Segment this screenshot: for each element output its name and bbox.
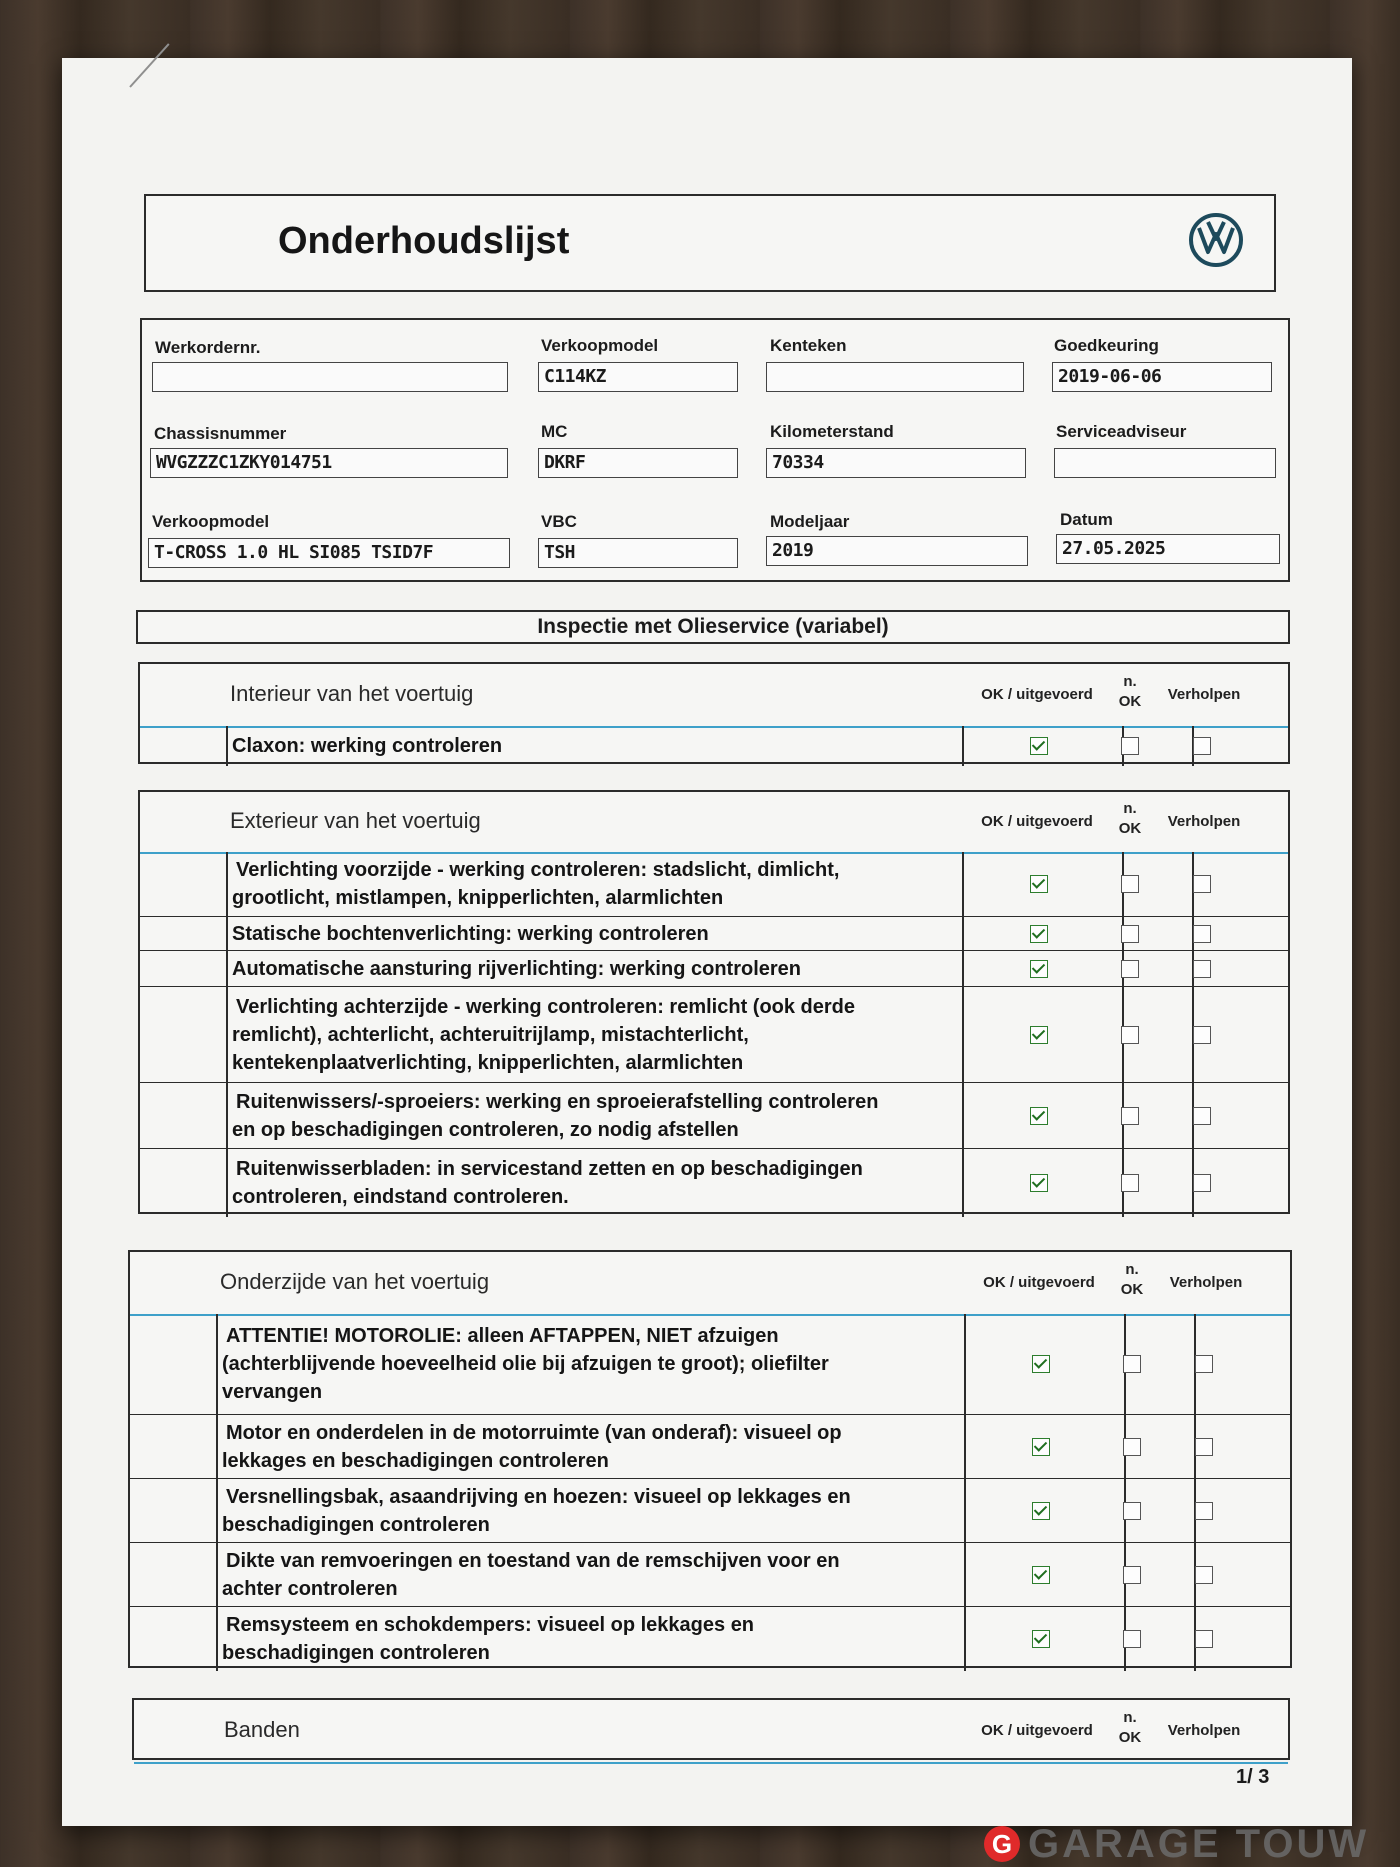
row-text-line: beschadigingen controleren — [222, 1514, 490, 1536]
column-fixed-header: Verholpen — [1167, 813, 1241, 830]
column-nok-header: OK — [1118, 1729, 1142, 1746]
kilometerstand-label: Kilometerstand — [770, 422, 894, 441]
column-divider — [226, 917, 228, 951]
column-fixed-header: Verholpen — [1169, 1274, 1243, 1291]
vw-logo-icon — [1188, 212, 1244, 268]
ok-checkbox[interactable] — [1030, 737, 1048, 755]
column-divider — [962, 917, 964, 951]
not-ok-checkbox[interactable] — [1121, 1174, 1139, 1192]
row-text-line: Automatische aansturing rijverlichting: werking controleren — [232, 958, 801, 980]
column-fixed-header: Verholpen — [1167, 1722, 1241, 1739]
column-divider — [226, 951, 228, 987]
table-row — [140, 1082, 1288, 1149]
column-divider — [226, 852, 228, 916]
serviceadviseur-field — [1054, 448, 1276, 478]
column-ok-header: OK / uitgevoerd — [981, 1722, 1093, 1739]
section-header — [134, 1700, 1288, 1764]
ok-checkbox[interactable] — [1030, 960, 1048, 978]
table-row — [140, 986, 1288, 1083]
fixed-checkbox[interactable] — [1193, 960, 1211, 978]
fixed-checkbox[interactable] — [1195, 1502, 1213, 1520]
ok-checkbox[interactable] — [1030, 875, 1048, 893]
datum-field: 27.05.2025 — [1056, 534, 1280, 564]
not-ok-checkbox[interactable] — [1121, 737, 1139, 755]
section-title: Banden — [224, 1717, 300, 1742]
column-divider — [964, 1479, 966, 1543]
column-nok-header: OK — [1118, 820, 1142, 837]
column-nok-header: OK — [1120, 1281, 1144, 1298]
watermark-text: GARAGE TOUW — [1028, 1821, 1370, 1866]
fixed-checkbox[interactable] — [1195, 1566, 1213, 1584]
page-number: 1/ 3 — [1236, 1766, 1270, 1788]
table-row — [130, 1478, 1290, 1543]
column-divider — [962, 1149, 964, 1217]
row-text-line: ATTENTIE! MOTOROLIE: alleen AFTAPPEN, NIET afzuigen — [226, 1325, 779, 1347]
verkoopmodel-code-field: C114KZ — [538, 362, 738, 392]
ok-checkbox[interactable] — [1030, 1174, 1048, 1192]
section-title: Onderzijde van het voertuig — [220, 1269, 490, 1294]
column-divider — [962, 726, 964, 766]
chassisnummer-field: WVGZZZC1ZKY014751 — [150, 448, 508, 478]
section-header — [130, 1252, 1290, 1316]
column-nok-header: OK — [1118, 693, 1142, 710]
column-n-header: n. — [1123, 800, 1137, 817]
not-ok-checkbox[interactable] — [1121, 1026, 1139, 1044]
row-text-line: Versnellingsbak, asaandrijving en hoezen: visueel op lekkages en — [226, 1486, 851, 1508]
goedkeuring-label: Goedkeuring — [1054, 336, 1159, 355]
row-text-line: (achterblijvende hoeveelheid olie bij afzuigen te groot); oliefilter — [222, 1353, 829, 1375]
row-text-line: controleren, eindstand controleren. — [232, 1186, 569, 1208]
mc-label: MC — [541, 422, 568, 441]
column-ok-header: OK / uitgevoerd — [983, 1274, 1095, 1291]
not-ok-checkbox[interactable] — [1123, 1566, 1141, 1584]
ok-checkbox[interactable] — [1030, 925, 1048, 943]
column-divider — [962, 951, 964, 987]
section-1 — [138, 662, 1290, 764]
fixed-checkbox[interactable] — [1195, 1355, 1213, 1373]
column-divider — [216, 1314, 218, 1414]
modeljaar-field: 2019 — [766, 536, 1028, 566]
table-row — [140, 726, 1288, 766]
datum-label: Datum — [1060, 510, 1113, 529]
section-header — [140, 792, 1288, 854]
row-text-line: Verlichting achterzijde - werking controleren: remlicht (ook derde — [236, 996, 856, 1018]
verkoopmodel-naam-field: T-CROSS 1.0 HL SI085 TSID7F — [148, 538, 510, 568]
fixed-checkbox[interactable] — [1193, 1026, 1211, 1044]
column-divider — [962, 1083, 964, 1149]
table-row — [130, 1606, 1290, 1671]
not-ok-checkbox[interactable] — [1123, 1438, 1141, 1456]
row-text-line: Statische bochtenverlichting: werking controleren — [232, 923, 709, 945]
ok-checkbox[interactable] — [1032, 1438, 1050, 1456]
column-fixed-header: Verholpen — [1167, 686, 1241, 703]
not-ok-checkbox[interactable] — [1121, 1107, 1139, 1125]
row-text-line: Remsysteem en schokdempers: visueel op lekkages en — [226, 1614, 755, 1636]
table-row — [130, 1542, 1290, 1607]
service-type-banner: Inspectie met Olieservice (variabel) — [136, 610, 1290, 644]
fixed-checkbox[interactable] — [1193, 1107, 1211, 1125]
fixed-checkbox[interactable] — [1193, 737, 1211, 755]
ok-checkbox[interactable] — [1032, 1355, 1050, 1373]
row-text-line: vervangen — [222, 1381, 323, 1403]
column-divider — [226, 726, 228, 766]
fixed-checkbox[interactable] — [1193, 925, 1211, 943]
fixed-checkbox[interactable] — [1193, 1174, 1211, 1192]
section-3 — [128, 1250, 1292, 1668]
section-title: Exterieur van het voertuig — [230, 808, 481, 833]
column-n-header: n. — [1123, 673, 1137, 690]
row-text-line: kentekenplaatverlichting, knipperlichten, alarmlichten — [232, 1052, 744, 1074]
column-divider — [226, 1083, 228, 1149]
kenteken-field — [766, 362, 1024, 392]
column-divider — [226, 987, 228, 1083]
column-n-header: n. — [1123, 1709, 1137, 1726]
not-ok-checkbox[interactable] — [1123, 1355, 1141, 1373]
row-text-line: Claxon: werking controleren — [232, 735, 503, 757]
fixed-checkbox[interactable] — [1193, 875, 1211, 893]
ok-checkbox[interactable] — [1032, 1630, 1050, 1648]
section-2 — [138, 790, 1290, 1214]
ok-checkbox[interactable] — [1032, 1502, 1050, 1520]
column-divider — [216, 1543, 218, 1607]
werkordernr-field — [152, 362, 508, 392]
vbc-label: VBC — [541, 512, 577, 531]
row-text-line: Dikte van remvoeringen en toestand van de remschijven voor en — [226, 1550, 840, 1572]
ok-checkbox[interactable] — [1030, 1107, 1048, 1125]
werkordernr-label: Werkordernr. — [155, 338, 261, 357]
row-text-line: lekkages en beschadigingen controleren — [222, 1450, 609, 1472]
column-divider — [964, 1314, 966, 1414]
not-ok-checkbox[interactable] — [1123, 1630, 1141, 1648]
row-text-line: Motor en onderdelen in de motorruimte (van onderaf): visueel op — [226, 1422, 842, 1444]
not-ok-checkbox[interactable] — [1123, 1502, 1141, 1520]
row-text-line: grootlicht, mistlampen, knipperlichten, alarmlichten — [232, 887, 724, 909]
ok-checkbox[interactable] — [1032, 1566, 1050, 1584]
table-row — [130, 1414, 1290, 1479]
column-ok-header: OK / uitgevoerd — [981, 686, 1093, 703]
row-text-line: Ruitenwissers/-sproeiers: werking en sproeierafstelling controleren — [236, 1091, 879, 1113]
row-text-line: beschadigingen controleren — [222, 1642, 490, 1664]
fixed-checkbox[interactable] — [1195, 1438, 1213, 1456]
column-n-header: n. — [1125, 1261, 1139, 1278]
column-divider — [962, 852, 964, 916]
verkoopmodel-code-label: Verkoopmodel — [541, 336, 659, 355]
kenteken-label: Kenteken — [770, 336, 847, 355]
verkoopmodel-naam-label: Verkoopmodel — [152, 512, 270, 531]
row-text-line: Verlichting voorzijde - werking controleren: stadslicht, dimlicht, — [236, 859, 840, 881]
chassisnummer-label: Chassisnummer — [154, 424, 287, 443]
column-divider — [964, 1543, 966, 1607]
column-divider — [216, 1607, 218, 1671]
column-divider — [216, 1479, 218, 1543]
section-header — [140, 664, 1288, 728]
column-divider — [226, 1149, 228, 1217]
page-title: Onderhoudslijst — [278, 220, 570, 262]
watermark — [984, 1822, 1369, 1866]
column-divider — [964, 1415, 966, 1479]
vbc-field: TSH — [538, 538, 738, 568]
section-title: Interieur van het voertuig — [230, 681, 474, 706]
modeljaar-label: Modeljaar — [770, 512, 850, 531]
table-row — [140, 1148, 1288, 1217]
kilometerstand-field: 70334 — [766, 448, 1026, 478]
fixed-checkbox[interactable] — [1195, 1630, 1213, 1648]
column-divider — [962, 987, 964, 1083]
ok-checkbox[interactable] — [1030, 1026, 1048, 1044]
column-divider — [964, 1607, 966, 1671]
column-ok-header: OK / uitgevoerd — [981, 813, 1093, 830]
table-row — [130, 1314, 1290, 1414]
column-divider — [216, 1415, 218, 1479]
not-ok-checkbox[interactable] — [1121, 925, 1139, 943]
not-ok-checkbox[interactable] — [1121, 875, 1139, 893]
table-row — [140, 916, 1288, 951]
row-text-line: remlicht), achterlicht, achteruitrijlamp, mistachterlicht, — [232, 1024, 749, 1046]
row-text-line: Ruitenwisserbladen: in servicestand zetten en op beschadigingen — [236, 1158, 863, 1180]
row-text-line: achter controleren — [222, 1578, 398, 1600]
row-text-line: en op beschadigingen controleren, zo nodig afstellen — [232, 1119, 739, 1141]
garage-logo-icon: G — [984, 1826, 1020, 1862]
table-row — [140, 950, 1288, 987]
not-ok-checkbox[interactable] — [1121, 960, 1139, 978]
serviceadviseur-label: Serviceadviseur — [1056, 422, 1187, 441]
section-4 — [132, 1698, 1290, 1760]
goedkeuring-field: 2019-06-06 — [1052, 362, 1272, 392]
table-row — [140, 852, 1288, 916]
mc-field: DKRF — [538, 448, 738, 478]
